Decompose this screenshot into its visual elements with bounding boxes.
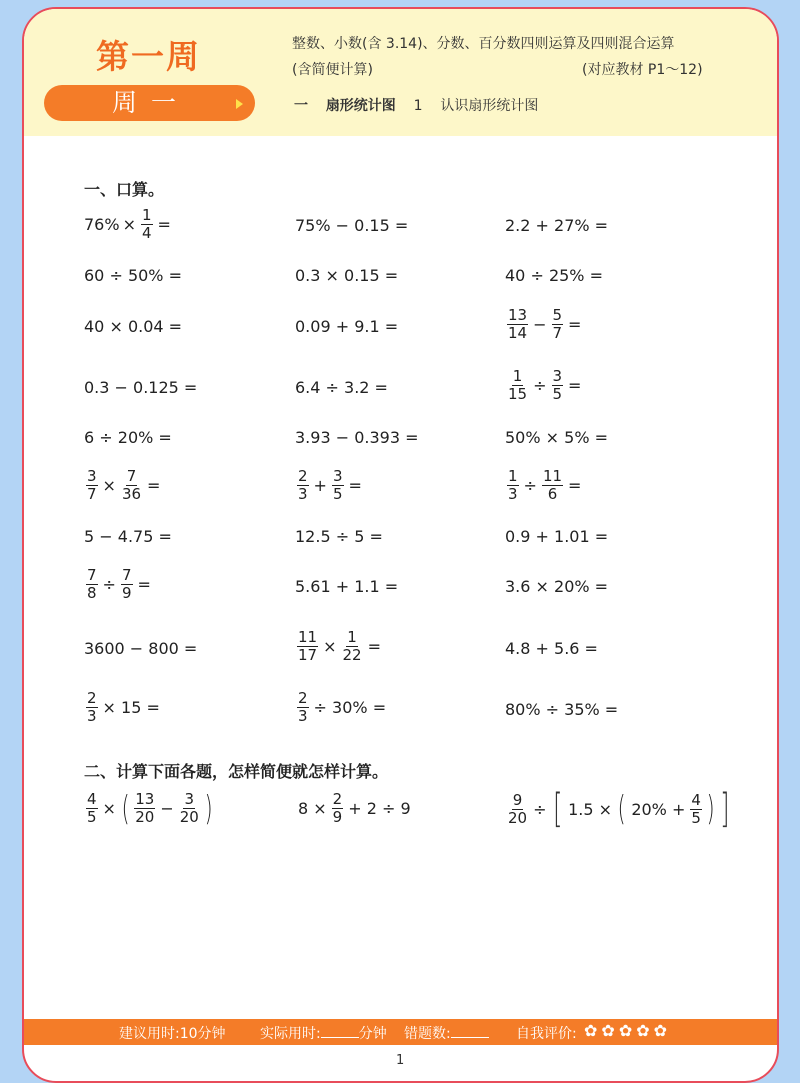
fraction	[690, 792, 702, 827]
numerator: 2	[298, 467, 308, 485]
page-number: 1	[396, 1053, 405, 1068]
expression-rest: + 2 ÷ 9	[348, 799, 411, 818]
numerator: 2	[298, 689, 308, 707]
suggested-time: 建议用时:10分钟	[119, 1026, 226, 1042]
numerator: 4	[691, 790, 701, 809]
problem-r3c1: 40 × 0.04 =	[84, 317, 183, 336]
fraction	[134, 791, 155, 826]
denominator: 3	[508, 485, 518, 503]
problem-r9c1: 3600 − 800 =	[84, 639, 198, 658]
denominator: 22	[342, 646, 362, 664]
problem-r7c3: 0.9 + 1.01 =	[505, 527, 609, 546]
fraction	[121, 468, 142, 503]
worksheet-footer	[24, 1019, 777, 1045]
numerator: 3	[552, 367, 563, 385]
error-count	[404, 1023, 489, 1043]
problem-r5c3: 50% × 5% =	[505, 428, 609, 447]
error-count-label: 错题数:	[404, 1026, 451, 1042]
numerator: 1	[347, 628, 357, 646]
actual-time	[260, 1023, 387, 1043]
fraction	[507, 468, 519, 503]
denominator: 5	[87, 808, 97, 826]
right-paren: )	[706, 789, 715, 829]
problem-r6c1	[84, 468, 163, 503]
denominator: 20	[179, 808, 199, 826]
denominator: 36	[121, 485, 142, 503]
right-bracket: ]	[720, 786, 730, 832]
week-title: 第一周	[96, 37, 201, 76]
problem-r2c2: 0.3 × 0.15 =	[295, 266, 399, 285]
fraction	[179, 791, 200, 826]
problem-r5c1: 6 ÷ 20% =	[84, 428, 172, 447]
fraction	[86, 468, 98, 503]
problem-s2-q3	[505, 786, 733, 832]
term: 20% +	[631, 799, 686, 819]
fraction	[297, 629, 318, 664]
problem-s2-q2	[295, 791, 414, 826]
topic-line-2: (含简便计算)	[292, 62, 373, 78]
operator: −	[533, 315, 547, 334]
denominator: 3	[298, 707, 308, 725]
section-2-title: 二、计算下面各题，怎样简便就怎样计算。	[84, 762, 389, 781]
flower-icon[interactable]: ✿	[618, 1021, 633, 1040]
problem-r2c3: 40 ÷ 25% =	[505, 266, 603, 285]
denominator: 15	[508, 385, 528, 403]
numerator: 4	[87, 790, 97, 808]
operator: +	[313, 476, 327, 495]
numerator: 3	[184, 790, 195, 808]
problem-r7c2: 12.5 ÷ 5 =	[295, 527, 383, 546]
expression-rest: ÷ 30% =	[313, 698, 387, 717]
problem-r4c2: 6.4 ÷ 3.2 =	[295, 378, 388, 397]
actual-time-blank[interactable]	[321, 1025, 359, 1038]
problem-r3c3	[505, 307, 584, 342]
operator: ×	[102, 476, 116, 495]
left-paren: (	[121, 788, 130, 829]
denominator: 9	[121, 584, 132, 602]
numerator: 2	[332, 790, 343, 808]
fraction	[121, 567, 133, 602]
section-1-title: 一、口算。	[84, 180, 165, 199]
fraction	[297, 468, 309, 503]
operator: ÷	[533, 376, 547, 395]
term: 8 ×	[298, 799, 327, 818]
left-paren: (	[617, 789, 626, 829]
numerator: 1	[508, 467, 518, 485]
unit-line	[294, 95, 538, 115]
numerator: 3	[87, 467, 97, 485]
problem-r8c2: 5.61 + 1.1 =	[295, 577, 399, 596]
denominator: 5	[332, 485, 343, 503]
problem-r6c2	[295, 468, 365, 503]
problem-r4c3	[505, 368, 584, 403]
term: 1.5 ×	[568, 799, 613, 819]
denominator: 14	[508, 324, 528, 342]
fraction	[552, 368, 564, 403]
numerator: 7	[121, 566, 132, 584]
numerator: 13	[135, 790, 155, 808]
lesson-number: 1	[413, 98, 423, 114]
fraction	[141, 207, 153, 242]
denominator: 8	[87, 584, 97, 602]
unit-prefix: 一	[294, 98, 308, 114]
numerator: 7	[126, 467, 137, 485]
problem-r8c3: 3.6 × 20% =	[505, 577, 609, 596]
denominator: 20	[135, 808, 155, 826]
actual-time-unit: 分钟	[358, 1026, 387, 1042]
self-eval-label: 自我评价:	[516, 1026, 577, 1042]
fraction	[542, 468, 563, 503]
numerator: 11	[298, 628, 318, 646]
problem-r10c2	[295, 690, 389, 725]
topic-line-1: 整数、小数(含 3.14)、分数、百分数四则运算及四则混合运算	[292, 36, 675, 52]
right-paren: )	[204, 788, 213, 829]
operator: ×	[323, 637, 337, 656]
problem-r10c1	[84, 690, 163, 725]
flower-icon[interactable]: ✿	[601, 1021, 615, 1040]
operator: ÷	[102, 575, 116, 594]
problem-r1c1	[84, 207, 174, 242]
denominator: 3	[298, 485, 308, 503]
problem-r6c3	[505, 468, 584, 503]
fraction	[507, 792, 528, 827]
fraction	[342, 629, 363, 664]
self-eval-rating	[584, 1023, 667, 1039]
unit-name: 扇形统计图	[325, 98, 396, 114]
numerator: 7	[87, 566, 97, 584]
flower-icon[interactable]: ✿	[653, 1021, 668, 1040]
fraction	[86, 791, 98, 826]
problem-r4c1: 0.3 − 0.125 =	[84, 378, 198, 397]
denominator: 3	[87, 707, 97, 725]
problem-r10c3: 80% ÷ 35% =	[505, 700, 619, 719]
fraction	[86, 567, 98, 602]
operator: ×	[122, 215, 136, 234]
fraction	[297, 690, 309, 725]
problem-r1c3: 2.2 + 27% =	[505, 216, 609, 235]
play-arrow-icon	[236, 99, 243, 109]
equals: =	[157, 215, 171, 234]
numerator: 13	[508, 306, 528, 324]
fraction	[86, 690, 98, 725]
denominator: 9	[332, 808, 343, 826]
denominator: 6	[547, 485, 558, 503]
problem-r9c2	[295, 629, 384, 664]
equals: =	[568, 315, 582, 334]
denominator: 7	[552, 324, 563, 342]
equals: =	[147, 476, 161, 495]
problem-r3c2: 0.09 + 9.1 =	[295, 317, 399, 336]
numerator: 1	[141, 206, 152, 224]
problem-r8c1	[84, 567, 154, 602]
lesson-name: 认识扇形统计图	[440, 98, 539, 114]
textbook-reference: (对应教材 P1～12)	[582, 62, 703, 78]
error-count-blank[interactable]	[451, 1025, 489, 1038]
actual-time-label: 实际用时:	[260, 1026, 321, 1042]
problem-r1c2: 75% − 0.15 =	[295, 216, 409, 235]
worksheet-card	[22, 7, 779, 1083]
flower-icon[interactable]: ✿	[636, 1021, 650, 1040]
denominator: 17	[298, 646, 318, 664]
problem-r2c1: 60 ÷ 50% =	[84, 266, 182, 285]
equals: =	[568, 376, 582, 395]
expression-rest: × 15 =	[102, 698, 160, 717]
worksheet-header	[24, 9, 777, 136]
day-tab: 周一	[44, 85, 255, 121]
fraction	[332, 791, 344, 826]
equals: =	[568, 476, 582, 495]
denominator: 20	[508, 808, 528, 827]
fraction	[552, 307, 564, 342]
fraction	[332, 468, 344, 503]
operator: ÷	[533, 799, 547, 819]
denominator: 5	[691, 808, 701, 827]
operator: ÷	[523, 476, 537, 495]
denominator: 7	[87, 485, 97, 503]
operator: −	[160, 799, 174, 818]
numerator: 1	[512, 367, 523, 385]
numerator: 2	[87, 689, 97, 707]
numerator: 9	[512, 790, 523, 809]
left-bracket: [	[552, 786, 562, 832]
fraction	[507, 307, 528, 342]
denominator: 5	[552, 385, 563, 403]
problem-r5c2: 3.93 − 0.393 =	[295, 428, 419, 447]
numerator: 5	[552, 306, 563, 324]
numerator: 3	[332, 467, 343, 485]
equals: =	[367, 637, 381, 656]
term: 76%	[84, 215, 120, 234]
problem-s2-q1	[84, 788, 215, 829]
denominator: 4	[141, 224, 152, 242]
equals: =	[137, 575, 151, 594]
operator: ×	[102, 799, 116, 818]
problem-r9c3: 4.8 + 5.6 =	[505, 639, 598, 658]
flower-icon[interactable]: ✿	[584, 1021, 598, 1040]
numerator: 11	[542, 467, 563, 485]
fraction	[507, 368, 528, 403]
problem-r7c1: 5 − 4.75 =	[84, 527, 172, 546]
equals: =	[348, 476, 362, 495]
